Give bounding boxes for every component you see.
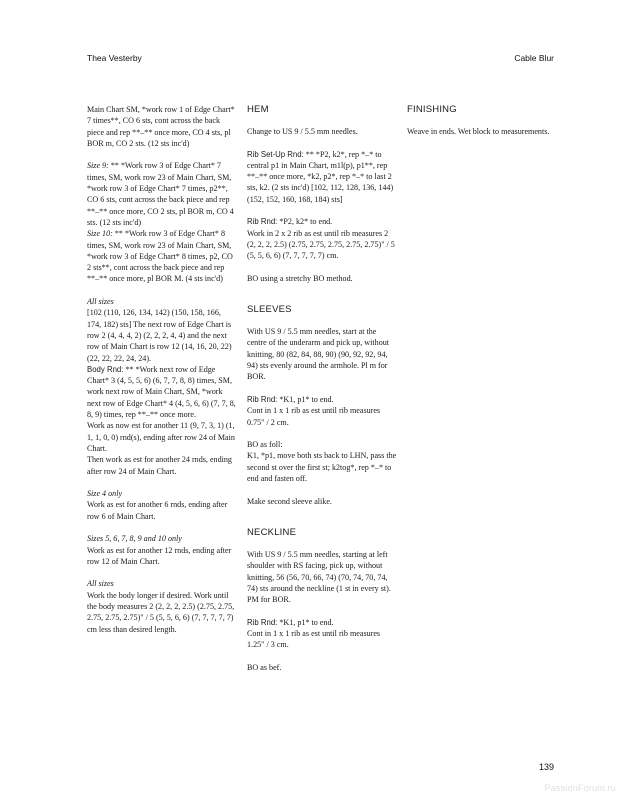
column-2 (247, 104, 397, 684)
header-title: Cable Blur (514, 53, 554, 63)
paragraph: Then work as est for another 24 rnds, ending after row 24 of Main Chart. (87, 455, 232, 476)
column-3 (407, 104, 557, 149)
paragraph: BO using a stretchy BO method. (247, 273, 353, 283)
rib-setup-label: Rib Set-Up Rnd: (247, 149, 304, 159)
paragraph: With US 9 / 5.5 mm needles, start at the centre of the underarm and pick up, without knitting, 80 (82, 84, 88, 90) (90, 92, 92, 94, 94) sts evenly around the armhole. Pl m for BOR. (247, 327, 390, 382)
paragraph: Weave in ends. Wet block to measurements. (407, 127, 550, 136)
rib-round-paragraph (247, 617, 397, 628)
size-9-paragraph (87, 160, 237, 228)
rib-round-label: Rib Rnd: (247, 394, 278, 404)
sleeves-heading: SLEEVES (247, 304, 292, 316)
header-author: Thea Vesterby (87, 53, 142, 63)
paragraph: Cont in 1 x 1 rib as est until rib measures 1.25" / 3 cm. (247, 628, 381, 650)
paragraph: Work as now est for another 11 (9, 7, 3, 1) (1, 1, 1, 0, 0) rnd(s), ending after row 24 of Main Chart. (87, 421, 235, 453)
instruction-text: ** *P2, k2*, rep *–* to central p1 in Main Chart, m1l(p), p1**, rep **–** once more, *k2, p2*, rep *–* to last 2 sts, k2. (2 sts inc'd) [102, 112, 128, 136, 144) (152, 152, 160, 168, 184) sts] (247, 149, 394, 204)
size-4-label: Size 4 only (87, 489, 123, 499)
neckline-heading: NECKLINE (247, 526, 297, 538)
paragraph: Work as est for another 12 rnds, ending after row 12 of Main Chart. (87, 545, 232, 566)
sizes-5-10-label: Sizes 5, 6, 7, 8, 9 and 10 only (87, 534, 182, 544)
paragraph: [102 (110, 126, 134, 142) (150, 158, 166, 174, 182) sts] The next row of Edge Chart is row 2 (4, 4, 4, 2) (2, 2, 2, 4, 4) and the next row of Main Chart is row 12 (14, 16, 20, 22) (22, 22, 22, 24, 24). (87, 308, 232, 363)
paragraph: Work the body longer if desired. Work until the body measures 2 (2, 2, 2, 2.5) (2.75, 2.75, 2.75, 2.75, 2.75)" / 5 (5, 5, 6, 6) (7, 7, 7, 7, 7) cm less than desired length. (87, 590, 235, 634)
rib-round-paragraph (247, 394, 397, 405)
rib-round-label: Rib Rnd: (247, 217, 278, 227)
rib-round-paragraph (247, 216, 397, 227)
instruction-text: ** *Work next row of Edge Chart* 3 (4, 5, 5, 6) (6, 7, 7, 8, 8) times, SM, work next row of Main Chart, SM, *work next row of Edge Chart* 4 (4, 5, 6, 6) (7, 7, 8, 8, 9) times, rep **–** once more. (87, 364, 236, 420)
all-sizes-label: All sizes (87, 297, 114, 307)
paragraph: K1, *p1, move both sts back to LHN, pass the second st over the first st; k2tog*, rep *–* to end and fasten off. (247, 451, 397, 484)
paragraph: Work as est for another 6 rnds, ending after row 6 of Main Chart. (87, 500, 228, 521)
body-round-paragraph (87, 364, 237, 420)
size-label: Size 10: (87, 229, 113, 239)
hem-heading: HEM (247, 104, 269, 115)
instruction-text: *P2, k2* to end. (277, 217, 333, 227)
size-label: Size 9: (87, 161, 109, 171)
all-sizes-label: All sizes (87, 579, 114, 589)
rib-round-label: Rib Rnd: (247, 617, 278, 627)
paragraph: Work in 2 x 2 rib as est until rib measures 2 (2, 2, 2, 2.5) (2.75, 2.75, 2.75, 2.75, 2.75)" / 5 (5, 5, 6, 6) (7, 7, 7, 7, 7) cm. (247, 228, 395, 261)
watermark: PassionForum.ru (544, 783, 616, 793)
instruction-text: ** *Work row 3 of Edge Chart* 8 times, SM, work row 23 of Main Chart, SM, *work row 3 of Edge Chart* 8 times, p2, CO 2 sts**, cont across the back piece and rep **–** once more, pl BOR M. (4 sts inc'd) (87, 229, 233, 284)
paragraph: BO as bef. (247, 662, 282, 672)
paragraph: Make second sleeve alike. (247, 496, 332, 506)
paragraph: Cont in 1 x 1 rib as est until rib measures 0.75" / 2 cm. (247, 406, 381, 427)
paragraph: Main Chart SM, *work row 1 of Edge Chart* 7 times**, CO 6 sts, cont across the back piece and rep **–** once more, CO 4 sts, pl BOR m, CO 2 sts. (12 sts inc'd) (87, 105, 235, 148)
instruction-text: *K1, p1* to end. (277, 617, 334, 627)
column-1 (87, 104, 237, 646)
paragraph: BO as foll: (247, 440, 283, 450)
paragraph: With US 9 / 5.5 mm needles, starting at left shoulder with RS facing, pick up, without knitting, 56 (56, 70, 66, 74) (70, 74, 70, 74, 74) sts around the neckline (1 st in every st). PM for BOR. (247, 549, 391, 605)
paragraph: Change to US 9 / 5.5 mm needles. (247, 127, 358, 136)
instruction-text: *K1, p1* to end. (277, 394, 334, 404)
size-10-paragraph (87, 228, 237, 284)
rib-setup-paragraph (247, 149, 397, 205)
page-number: 139 (538, 762, 554, 772)
instruction-text: ** *Work row 3 of Edge Chart* 7 times, SM, work row 23 of Main Chart, SM, *work row 3 of Edge Chart* 7 times, p2**, CO 6 sts, cont across the back piece and rep **–** once more, CO 2 sts, pl BOR m, CO 4 sts. (12 sts inc'd) (87, 161, 234, 227)
body-round-label: Body Rnd: (87, 364, 124, 374)
finishing-heading: FINISHING (407, 104, 457, 115)
